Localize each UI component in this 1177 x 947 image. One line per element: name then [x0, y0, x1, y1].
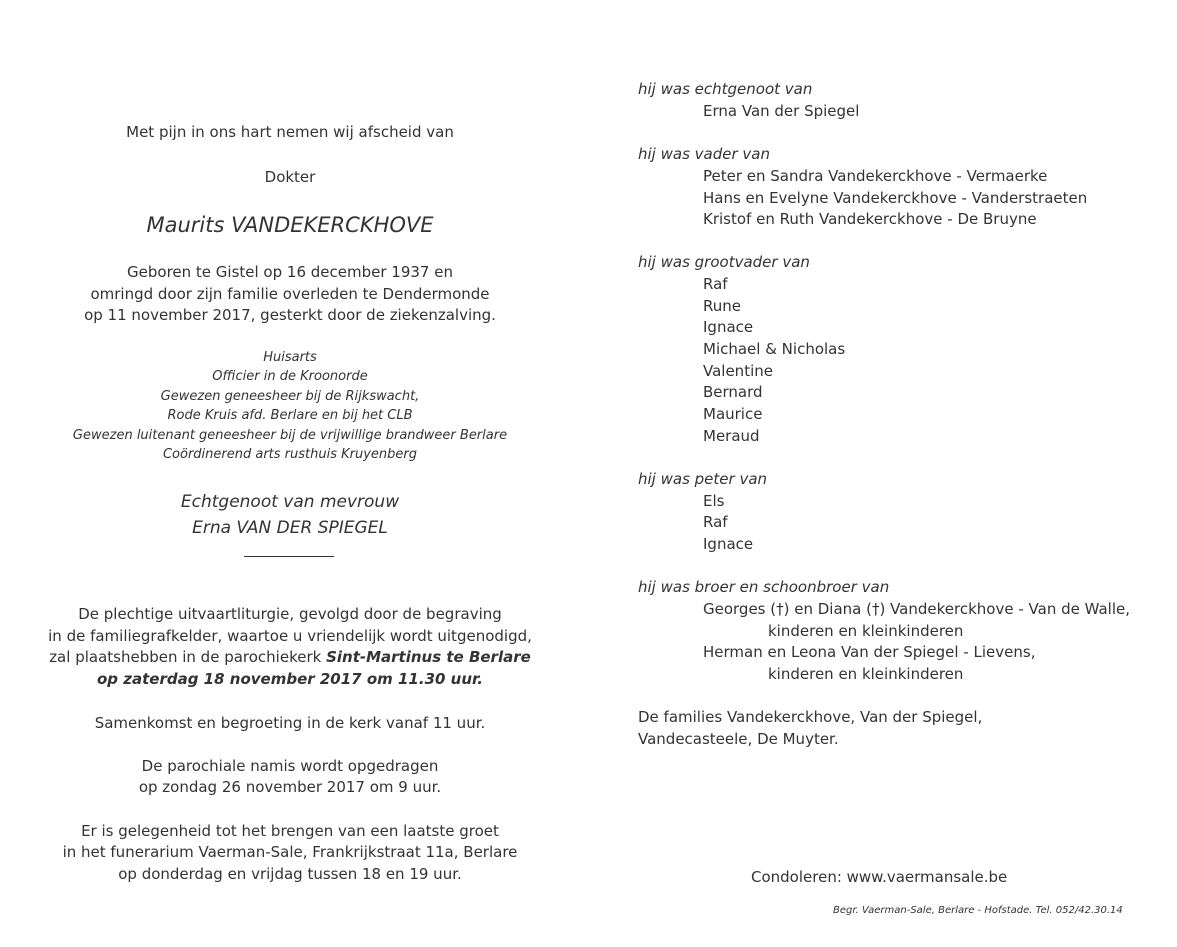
sibling-item: Georges (†) en Diana (†) Vandekerckhove - Van de Walle, — [703, 600, 1131, 618]
grandchild-item: Meraud — [703, 427, 760, 445]
funeral-date: op zaterdag 18 november 2017 om 11.30 uur. — [97, 670, 483, 688]
grandchild-item: Rune — [703, 297, 741, 315]
funeral-line: in de familiegrafkelder, waartoe u vriendelijk wordt uitgenodigd, — [48, 627, 532, 645]
child-item: Hans en Evelyne Vandekerckhove - Vanderstraeten — [703, 189, 1088, 207]
child-item: Kristof en Ruth Vandekerckhove - De Bruyne — [703, 210, 1037, 228]
spouse-name: Erna Van der Spiegel — [703, 102, 860, 120]
role-line: Gewezen geneesheer bij de Rijkswacht, — [160, 389, 420, 404]
birth-line: Geboren te Gistel op 16 december 1937 en — [127, 263, 453, 281]
godchild-item: Raf — [703, 513, 728, 531]
footer-text: Begr. Vaerman-Sale, Berlare - Hofstade. Tel. 052/42.30.14 — [833, 905, 1123, 916]
grandfather-heading: hij was grootvader van — [638, 253, 810, 271]
role-line: Rode Kruis afd. Berlare en bij het CLB — [167, 408, 413, 423]
birth-line: op 11 november 2017, gesterkt door de ziekenzalving. — [84, 306, 496, 324]
funeral-line — [0, 647, 580, 669]
sibling-heading: hij was broer en schoonbroer van — [638, 578, 890, 596]
birth-line: omringd door zijn familie overleden te Dendermonde — [90, 285, 490, 303]
godchild-item: Ignace — [703, 535, 754, 553]
gathering-text: Samenkomst en begroeting in de kerk vanaf 11 uur. — [94, 714, 486, 732]
sibling-item: Herman en Leona Van der Spiegel - Lievens, — [703, 643, 1036, 661]
visit-line: Er is gelegenheid tot het brengen van een laatste groet — [81, 822, 499, 840]
grandchild-item: Raf — [703, 275, 728, 293]
church-name: Sint-Martinus te Berlare — [326, 648, 531, 666]
role-line: Gewezen luitenant geneesheer bij de vrijwillige brandweer Berlare — [72, 428, 508, 443]
divider-line — [244, 556, 334, 557]
deceased-name: Maurits VANDEKERCKHOVE — [146, 213, 434, 237]
child-item: Peter en Sandra Vandekerckhove - Vermaerke — [703, 167, 1048, 185]
godfather-heading: hij was peter van — [638, 470, 768, 488]
spouse-line: Erna VAN DER SPIEGEL — [192, 518, 388, 538]
mass-line: De parochiale namis wordt opgedragen — [141, 757, 439, 775]
role-line: Huisarts — [263, 350, 317, 365]
godchild-item: Els — [703, 492, 725, 510]
grandchild-item: Valentine — [703, 362, 773, 380]
visit-line: op donderdag en vrijdag tussen 18 en 19 uur. — [118, 865, 462, 883]
spouse-line: Echtgenoot van mevrouw — [180, 492, 400, 512]
role-line: Coördinerend arts rusthuis Kruyenberg — [162, 447, 418, 462]
sibling-sub: kinderen en kleinkinderen — [768, 665, 964, 683]
families-line: De families Vandekerckhove, Van der Spiegel, — [638, 708, 983, 726]
visit-line: in het funerarium Vaerman-Sale, Frankrijkstraat 11a, Berlare — [62, 843, 518, 861]
sibling-sub: kinderen en kleinkinderen — [768, 622, 964, 640]
condolences-link[interactable]: Condoleren: www.vaermansale.be — [751, 868, 1008, 886]
grandchild-item: Bernard — [703, 383, 763, 401]
families-line: Vandecasteele, De Muyter. — [638, 730, 839, 748]
title-text: Dokter — [264, 168, 316, 186]
intro-text: Met pijn in ons hart nemen wij afscheid van — [126, 123, 454, 141]
role-line: Officier in de Kroonorde — [212, 369, 368, 384]
mass-line: op zondag 26 november 2017 om 9 uur. — [138, 778, 442, 796]
funeral-line: De plechtige uitvaartliturgie, gevolgd door de begraving — [78, 605, 502, 623]
grandchild-item: Ignace — [703, 318, 754, 336]
grandchild-item: Maurice — [703, 405, 763, 423]
spouse-heading: hij was echtgenoot van — [638, 80, 813, 98]
grandchild-item: Michael & Nicholas — [703, 340, 846, 358]
funeral-line-prefix: zal plaatshebben in de parochiekerk — [49, 648, 327, 666]
father-heading: hij was vader van — [638, 145, 770, 163]
